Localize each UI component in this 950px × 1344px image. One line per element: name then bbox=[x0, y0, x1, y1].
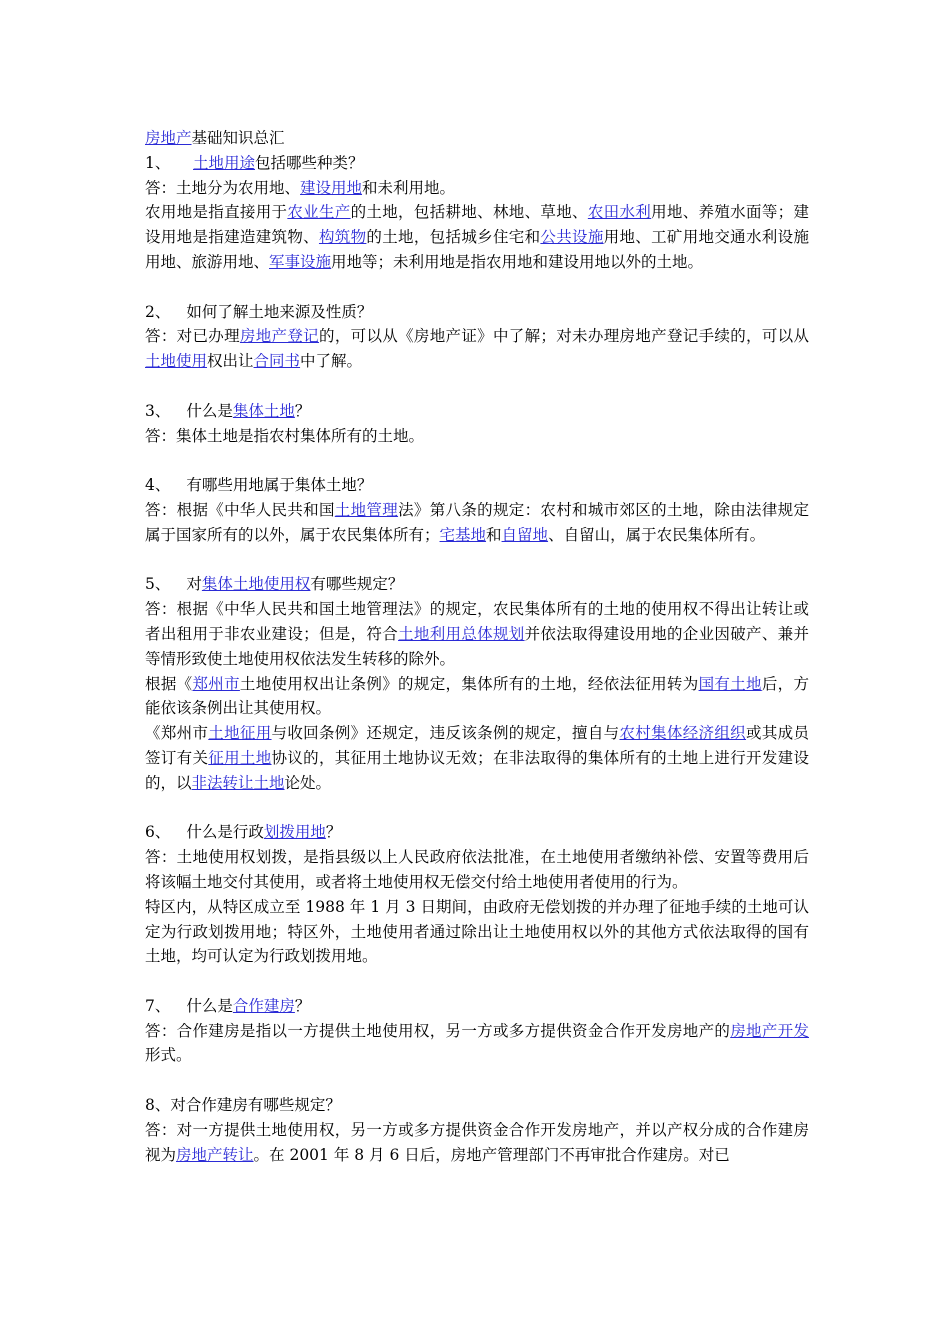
answer-3: 答：集体土地是指农村集体所有的土地。 bbox=[145, 426, 425, 445]
question-4: 4、 有哪些用地属于集体土地？ bbox=[145, 476, 373, 495]
a1b-link-4[interactable]: 公共设施 bbox=[540, 228, 604, 247]
a2-link-3[interactable]: 合同书 bbox=[253, 352, 301, 371]
a4-link-2[interactable]: 宅基地 bbox=[439, 525, 487, 544]
q1-link[interactable]: 土地用途 bbox=[193, 153, 256, 172]
a4-link-1[interactable]: 土地管理 bbox=[334, 500, 399, 519]
question-8: 8、对合作建房有哪些规定？ bbox=[145, 1096, 341, 1115]
question-2: 2、 如何了解土地来源及性质？ bbox=[145, 302, 373, 321]
answer-8: 答：对一方提供土地使用权，另一方或多方提供资金合作开发房地产，并以产权分成的合作建房视为房地产转让。在 2001 年 8 月 6 日后，房地产管理部门不再审批合作建房。对已 bbox=[145, 1120, 809, 1164]
document-body bbox=[145, 126, 809, 1167]
answer-2: 答：对已办理房地产登记的，可以从《房地产证》中了解；对未办理房地产登记手续的，可以从土地使用权出让合同书中了解。 bbox=[145, 327, 809, 371]
question-7: 7、 什么是合作建房？ bbox=[145, 996, 311, 1015]
a1b-link-1[interactable]: 农业生产 bbox=[287, 203, 351, 222]
answer-5a: 答：根据《中华人民共和国土地管理法》的规定，农民集体所有的土地的使用权不得出让转让或者出租用于非农业建设；但是，符合土地利用总体规划并依法取得建设用地的企业因破产、兼并等情形致使土地使用权依法发生转移的除外。 bbox=[145, 600, 809, 668]
a5-link-1[interactable]: 土地利用总体规划 bbox=[398, 624, 525, 643]
question-1: 1、 土地用途包括哪些种类？ bbox=[145, 153, 364, 172]
a5c-link-3[interactable]: 征用土地 bbox=[208, 748, 272, 767]
q3-link[interactable]: 集体土地 bbox=[232, 401, 295, 420]
question-6: 6、 什么是行政划拨用地？ bbox=[145, 823, 342, 842]
a2-link-2[interactable]: 土地使用 bbox=[145, 352, 208, 371]
a4-link-3[interactable]: 自留地 bbox=[501, 525, 549, 544]
answer-6b: 特区内，从特区成立至 1988 年 1 月 3 日期间，由政府无偿划拨的并办理了征地手续的土地可认定为行政划拨用地；特区外，土地使用者通过除出让土地使用权以外的其他方式依法取得的国有土地，均可认定为行政划拨用地。 bbox=[145, 897, 809, 966]
answer-5c: 《郑州市土地征用与收回条例》还规定，违反该条例的规定，擅自与农村集体经济组织或其成员签订有关征用土地协议的，其征用土地协议无效；在非法取得的集体所有的土地上进行开发建设的，以非法转让土地论处。 bbox=[145, 724, 809, 792]
a1-link-1[interactable]: 建设用地 bbox=[300, 178, 363, 197]
q6-link[interactable]: 划拨用地 bbox=[263, 823, 326, 842]
a2-link-1[interactable]: 房地产登记 bbox=[239, 327, 319, 346]
a5c-link-4[interactable]: 非法转让土地 bbox=[191, 773, 285, 792]
q7-link[interactable]: 合作建房 bbox=[232, 996, 295, 1015]
a7-link-1[interactable]: 房地产开发 bbox=[730, 1021, 809, 1040]
a1b-link-3[interactable]: 构筑物 bbox=[318, 228, 367, 247]
title-link[interactable]: 房地产 bbox=[145, 129, 192, 147]
a5b-link-1[interactable]: 郑州市 bbox=[192, 674, 240, 693]
answer-1b: 农用地是指直接用于农业生产的土地，包括耕地、林地、草地、农田水利用地、养殖水面等；建设用地是指建造建筑物、构筑物的土地，包括城乡住宅和公共设施用地、工矿用地交通水利设施用地、旅游用地、军事设施用地等；未利用地是指农用地和建设用地以外的土地。 bbox=[145, 203, 809, 271]
answer-5b: 根据《郑州市土地使用权出让条例》的规定，集体所有的土地，经依法征用转为国有土地后，方能依该条例出让其使用权。 bbox=[145, 674, 809, 718]
a1b-link-5[interactable]: 军事设施 bbox=[269, 252, 332, 271]
document-title: 房地产基础知识总汇 bbox=[145, 129, 285, 147]
answer-7: 答：合作建房是指以一方提供土地使用权，另一方或多方提供资金合作开发房地产的房地产开发形式。 bbox=[145, 1021, 809, 1065]
answer-6a: 答：土地使用权划拨，是指县级以上人民政府依法批准，在土地使用者缴纳补偿、安置等费用后将该幅土地交付其使用，或者将土地使用权无偿交付给土地使用者使用的行为。 bbox=[145, 848, 809, 891]
a8-link-1[interactable]: 房地产转让 bbox=[176, 1145, 254, 1164]
answer-1a: 答：土地分为农用地、建设用地和未利用地。 bbox=[145, 178, 456, 197]
a5c-link-2[interactable]: 农村集体经济组织 bbox=[619, 724, 746, 743]
q5-link[interactable]: 集体土地使用权 bbox=[201, 575, 311, 594]
answer-4: 答：根据《中华人民共和国土地管理法》第八条的规定：农村和城市郊区的土地，除由法律规定属于国家所有的以外，属于农民集体所有；宅基地和自留地、自留山，属于农民集体所有。 bbox=[145, 500, 809, 544]
question-5: 5、 对集体土地使用权有哪些规定？ bbox=[145, 575, 404, 594]
a5c-link-1[interactable]: 土地征用 bbox=[208, 724, 272, 743]
a5b-link-2[interactable]: 国有土地 bbox=[698, 674, 762, 693]
a1b-link-2[interactable]: 农田水利 bbox=[587, 203, 652, 222]
question-3: 3、 什么是集体土地？ bbox=[145, 401, 311, 420]
